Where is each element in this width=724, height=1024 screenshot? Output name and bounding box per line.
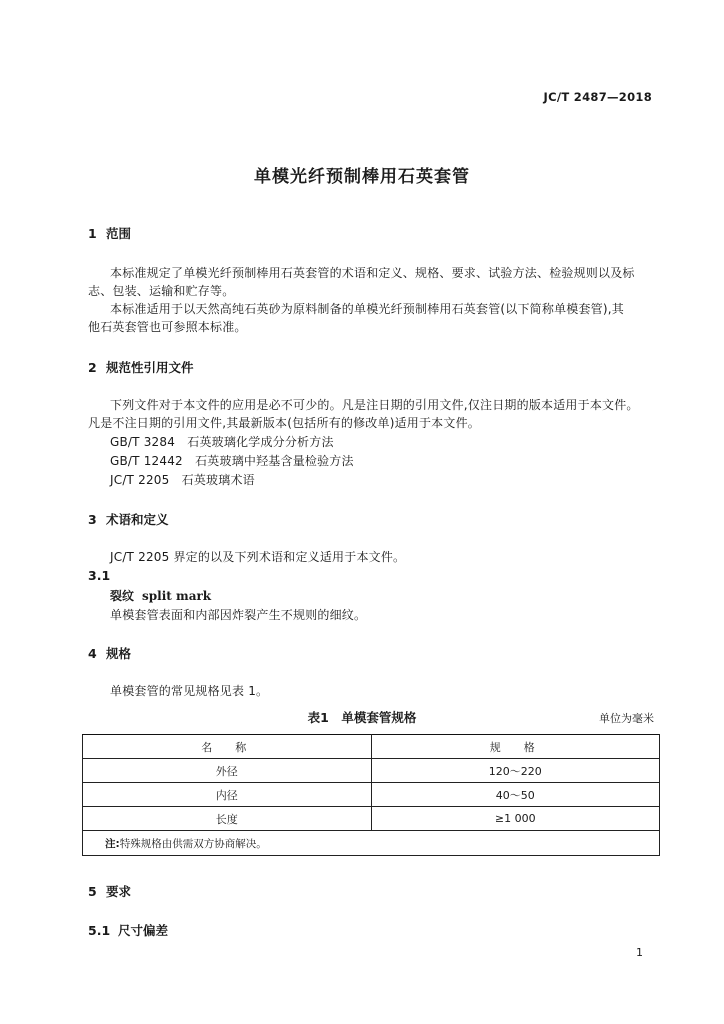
table-note-text: 特殊规格由供需双方协商解决。 — [119, 837, 267, 850]
subsection-3-1-number: 3.1 — [88, 568, 111, 583]
section-2-heading — [88, 358, 194, 376]
table-header-cell: 规 格 — [371, 735, 660, 759]
table-cell: 长度 — [83, 807, 372, 831]
term-entry — [110, 587, 211, 604]
page-number: 1 — [636, 946, 643, 959]
section-3-heading — [88, 510, 169, 528]
table-row — [83, 807, 660, 831]
table-note-row — [83, 831, 660, 856]
reference-item: GB/T 12442 石英玻璃中羟基含量检验方法 — [110, 454, 354, 468]
term-definition: 单模套管表面和内部因炸裂产生不规则的细纹。 — [110, 608, 367, 622]
table-caption: 表1 单模套管规格 — [307, 710, 417, 725]
section-number: 2 — [88, 360, 97, 375]
section-1-heading — [88, 224, 131, 242]
table-cell: 40～50 — [371, 783, 660, 807]
section-4-heading — [88, 644, 131, 662]
table-header-cell: 名 称 — [83, 735, 372, 759]
section-1-para-1-line-2: 志、包装、运输和贮存等。 — [88, 284, 235, 298]
reference-item: GB/T 3284 石英玻璃化学成分分析方法 — [110, 435, 334, 449]
table-unit: 单位为毫米 — [599, 712, 654, 725]
section-title: 要求 — [106, 884, 132, 899]
section-number: 1 — [88, 226, 97, 241]
section-number: 5 — [88, 884, 97, 899]
standard-code: JC/T 2487—2018 — [543, 90, 652, 104]
table-note — [83, 831, 660, 856]
reference-item: JC/T 2205 石英玻璃术语 — [110, 473, 255, 487]
section-1-para-2-line-2: 他石英套管也可参照本标准。 — [88, 320, 247, 334]
section-title: 范围 — [106, 226, 132, 241]
table-row — [83, 783, 660, 807]
section-3-para: JC/T 2205 界定的以及下列术语和定义适用于本文件。 — [110, 550, 406, 564]
section-number: 4 — [88, 646, 97, 661]
section-number: 3 — [88, 512, 97, 527]
table-cell: 内径 — [83, 783, 372, 807]
section-2-para-line-2: 凡是不注日期的引用文件,其最新版本(包括所有的修改单)适用于本文件。 — [88, 416, 480, 430]
section-1-para-1-line-1: 本标准规定了单模光纤预制棒用石英套管的术语和定义、规格、要求、试验方法、检验规则以及标 — [110, 266, 635, 280]
section-1-para-2-line-1: 本标准适用于以天然高纯石英砂为原料制备的单模光纤预制棒用石英套管(以下简称单模套管),其 — [110, 302, 624, 316]
table-cell: 外径 — [83, 759, 372, 783]
table-cell: ≥1 000 — [371, 807, 660, 831]
table-row — [83, 759, 660, 783]
section-title: 术语和定义 — [106, 512, 169, 527]
table-note-label: 注: — [105, 837, 120, 850]
subsection-5-1-heading — [88, 921, 168, 939]
subsection-title: 尺寸偏差 — [118, 923, 169, 938]
document-title: 单模光纤预制棒用石英套管 — [254, 167, 470, 187]
table-header-row — [83, 735, 660, 759]
term-english: split mark — [142, 589, 212, 603]
section-title: 规格 — [106, 646, 132, 661]
subsection-number: 5.1 — [88, 923, 111, 938]
term-chinese: 裂纹 — [110, 589, 135, 603]
spec-table — [82, 734, 660, 856]
section-title: 规范性引用文件 — [106, 360, 194, 375]
section-2-para-line-1: 下列文件对于本文件的应用是必不可少的。凡是注日期的引用文件,仅注日期的版本适用于本文件。 — [110, 398, 639, 412]
table-cell: 120～220 — [371, 759, 660, 783]
section-5-heading — [88, 882, 131, 900]
section-4-para: 单模套管的常见规格见表 1。 — [110, 684, 269, 698]
